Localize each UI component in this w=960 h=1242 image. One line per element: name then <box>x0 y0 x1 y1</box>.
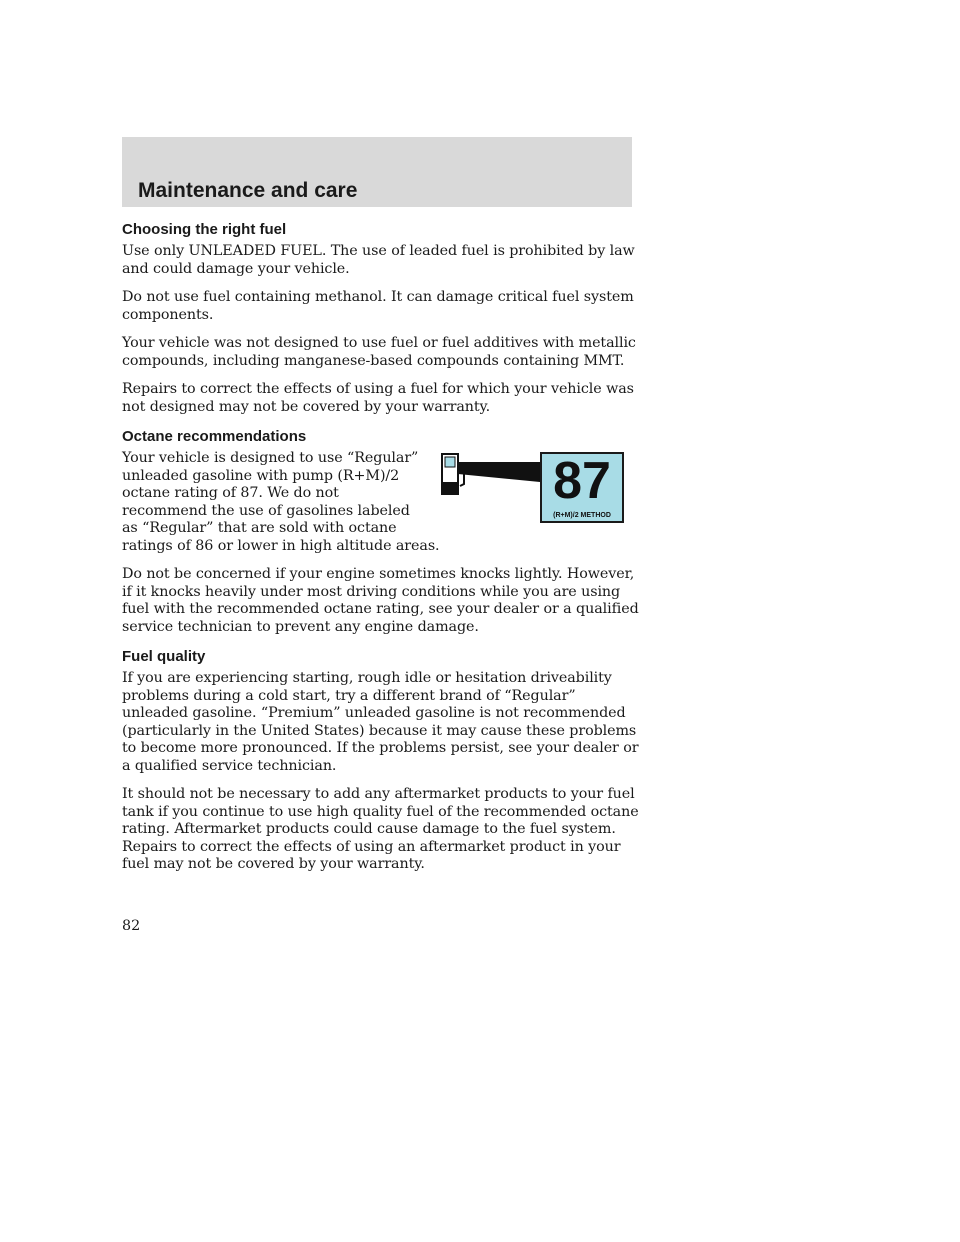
section-title: Maintenance and care <box>138 179 358 202</box>
paragraph: If you are experiencing starting, rough idle or hesitation driveability problems during a cold start, try a different brand of “Regular” unleaded gasoline. “Premium” unleaded gasoline is not recommended (particularly in the United States) because it may cause these problems to become more pronounced. If the problems persist, see your dealer or a qualified service technician. <box>122 670 639 774</box>
octane-number: 87 <box>553 452 611 510</box>
paragraph: Do not use fuel containing methanol. It can damage critical fuel system components. <box>122 289 634 323</box>
octane-label <box>540 452 624 523</box>
page-number: 82 <box>122 918 141 934</box>
octane-rating-graphic <box>440 452 630 528</box>
paragraph: Do not be concerned if your engine sometimes knocks lightly. However, if it knocks heavily under most driving conditions while you are using fuel with the recommended octane rating, see your dealer or a qualified service technician to prevent any engine damage. <box>122 566 639 635</box>
paragraph: Your vehicle was not designed to use fuel or fuel additives with metallic compounds, including manganese-based compounds containing MMT. <box>122 335 636 369</box>
octane-section <box>122 450 642 555</box>
heading-fuel-quality: Fuel quality <box>122 648 206 665</box>
heading-choosing-fuel: Choosing the right fuel <box>122 221 287 238</box>
paragraph: Use only UNLEADED FUEL. The use of leaded fuel is prohibited by law and could damage your vehicle. <box>122 243 635 277</box>
octane-method: (R+M)/2 METHOD <box>553 512 611 519</box>
paragraph: It should not be necessary to add any aftermarket products to your fuel tank if you continue to use high quality fuel of the recommended octane rating. Aftermarket products could cause damage to the fuel system. Repairs to correct the effects of using an aftermarket product in your fuel may not be covered by your warranty. <box>122 786 639 872</box>
section-header-band <box>122 137 632 207</box>
paragraph: Your vehicle is designed to use “Regular” unleaded gasoline with pump (R+M)/2 octane rating of 87. We do not recommend the use of gasolines labeled as “Regular” that are sold with octane ratings of 86 or lower in high altitude areas. <box>122 450 440 554</box>
paragraph: Repairs to correct the effects of using a fuel for which your vehicle was not designed may not be covered by your warranty. <box>122 381 634 415</box>
heading-octane: Octane recommendations <box>122 428 307 445</box>
page-content <box>122 220 642 885</box>
